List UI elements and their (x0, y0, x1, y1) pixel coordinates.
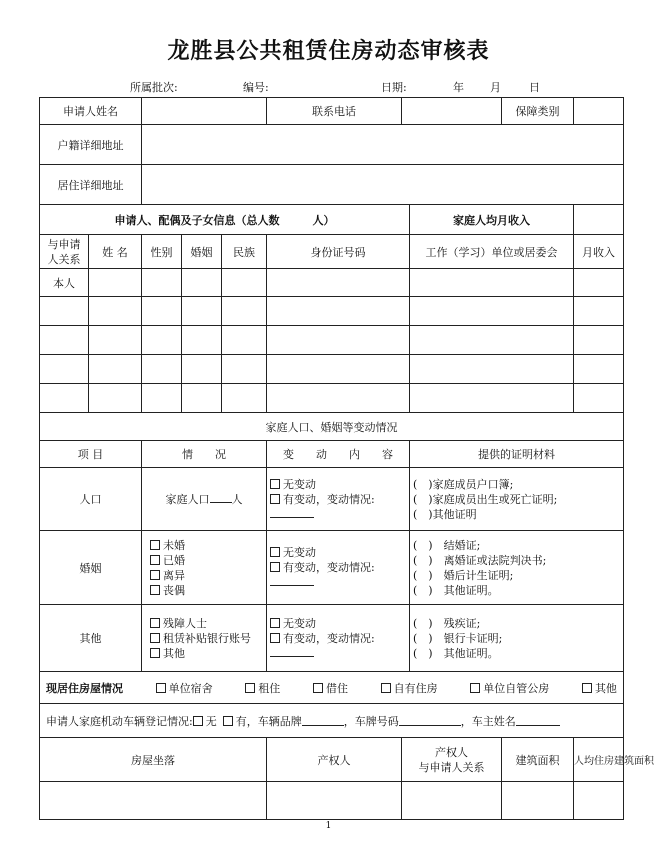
checkbox[interactable] (270, 618, 280, 628)
residence-address-field[interactable] (142, 165, 624, 205)
family-header-gender: 性别 (142, 235, 182, 269)
checkbox[interactable] (223, 716, 233, 726)
property-header-area: 建筑面积 (502, 738, 574, 782)
batch-label: 所属批次: (130, 81, 178, 94)
family-header-work-unit: 工作（学习）单位或居委会 (410, 235, 574, 269)
review-form-table (39, 97, 655, 820)
vehicle-plate-field[interactable] (399, 715, 461, 726)
checkbox[interactable] (270, 479, 280, 489)
population-proofs: ( )家庭成员户口簿; ( )家庭成员出生或死亡证明; ( )其他证明 (410, 468, 624, 531)
page-number: 1 (325, 821, 332, 831)
date-day: 日 (529, 81, 540, 94)
date-year: 年 (453, 81, 464, 94)
population-change: 无变动 有变动，变动情况: (267, 468, 410, 531)
checkbox[interactable] (150, 618, 160, 628)
checkbox[interactable] (150, 633, 160, 643)
changes-header-proof: 提供的证明材料 (410, 441, 624, 468)
income-label: 家庭人均月收入 (410, 205, 574, 235)
checkbox[interactable] (270, 494, 280, 504)
vehicle-owner-field[interactable] (516, 715, 560, 726)
table-row (40, 355, 624, 384)
property-header-relation: 产权人 与申请人关系 (402, 738, 502, 782)
population-label: 人口 (40, 468, 142, 531)
population-status: 家庭人口 人 (142, 468, 267, 531)
population-count-field[interactable] (210, 492, 232, 503)
checkbox[interactable] (270, 562, 280, 572)
applicant-name-label: 申请人姓名 (40, 98, 142, 125)
vehicle-row: 申请人家庭机动车辆登记情况: 无 有，车辆品牌 ，车牌号码 ，车主姓名 (40, 704, 624, 738)
other-change: 无变动 有变动，变动情况: (267, 605, 410, 672)
table-row (40, 384, 624, 413)
category-label: 保障类别 (502, 98, 574, 125)
checkbox[interactable] (582, 683, 592, 693)
vehicle-label: 申请人家庭机动车辆登记情况: (46, 714, 193, 728)
marriage-label: 婚姻 (40, 531, 142, 605)
property-header-owner: 产权人 (267, 738, 402, 782)
phone-field[interactable] (402, 98, 502, 125)
marriage-status: 未婚 已婚 离异 丧偶 (142, 531, 267, 605)
housing-status-row: 现居住房屋情况 单位宿舍 租住 借住 自有住房 单位自管公房 其他 (40, 672, 624, 704)
table-row (40, 297, 624, 326)
family-section-heading: 申请人、配偶及子女信息（总人数 人） (40, 205, 410, 235)
housing-label: 现居住房屋情况 (46, 681, 123, 695)
family-header-marital: 婚姻 (182, 235, 222, 269)
form-meta-row (0, 79, 657, 95)
residence-address-label: 居住详细地址 (40, 165, 142, 205)
family-header-ethnicity: 民族 (222, 235, 267, 269)
checkbox[interactable] (470, 683, 480, 693)
family-header-id-number: 身份证号码 (267, 235, 410, 269)
family-header-income: 月收入 (574, 235, 624, 269)
table-row (40, 782, 624, 820)
checkbox[interactable] (156, 683, 166, 693)
checkbox[interactable] (313, 683, 323, 693)
applicant-name-field[interactable] (142, 98, 267, 125)
hukou-address-label: 户籍详细地址 (40, 125, 142, 165)
relation-self: 本人 (40, 269, 89, 297)
family-header-relation: 与申请人关系 (40, 235, 89, 269)
marriage-change: 无变动 有变动，变动情况: (267, 531, 410, 605)
table-row (40, 326, 624, 355)
number-label: 编号: (243, 81, 269, 94)
other-label: 其他 (40, 605, 142, 672)
changes-header-status: 情 况 (142, 441, 267, 468)
checkbox[interactable] (270, 633, 280, 643)
checkbox[interactable] (150, 648, 160, 658)
vehicle-brand-field[interactable] (302, 715, 344, 726)
changes-section-heading: 家庭人口、婚姻等变动情况 (40, 413, 624, 441)
checkbox[interactable] (245, 683, 255, 693)
other-proofs: ( ) 残疾证; ( ) 银行卡证明; ( ) 其他证明。 (410, 605, 624, 672)
changes-header-change: 变 动 内 容 (267, 441, 410, 468)
property-header-location: 房屋坐落 (40, 738, 267, 782)
table-row (40, 269, 624, 297)
checkbox[interactable] (150, 570, 160, 580)
income-field[interactable] (574, 205, 624, 235)
checkbox[interactable] (193, 716, 203, 726)
changes-header-item: 项 目 (40, 441, 142, 468)
checkbox[interactable] (150, 555, 160, 565)
family-header-name: 姓 名 (89, 235, 142, 269)
phone-label: 联系电话 (267, 98, 402, 125)
checkbox[interactable] (150, 540, 160, 550)
property-header-per-capita-area: 人均住房建筑面积 (574, 738, 624, 782)
hukou-address-field[interactable] (142, 125, 624, 165)
date-month: 月 (490, 81, 501, 94)
category-field[interactable] (574, 98, 624, 125)
other-status: 残障人士 租赁补贴银行账号 其他 (142, 605, 267, 672)
page-title: 龙胜县公共租赁住房动态审核表 (167, 38, 490, 64)
checkbox[interactable] (270, 547, 280, 557)
checkbox[interactable] (150, 585, 160, 595)
checkbox[interactable] (381, 683, 391, 693)
marriage-proofs: ( ) 结婚证; ( ) 离婚证或法院判决书; ( ) 婚后计生证明; ( ) 其他证明。 (410, 531, 624, 605)
date-label: 日期: (381, 81, 407, 94)
